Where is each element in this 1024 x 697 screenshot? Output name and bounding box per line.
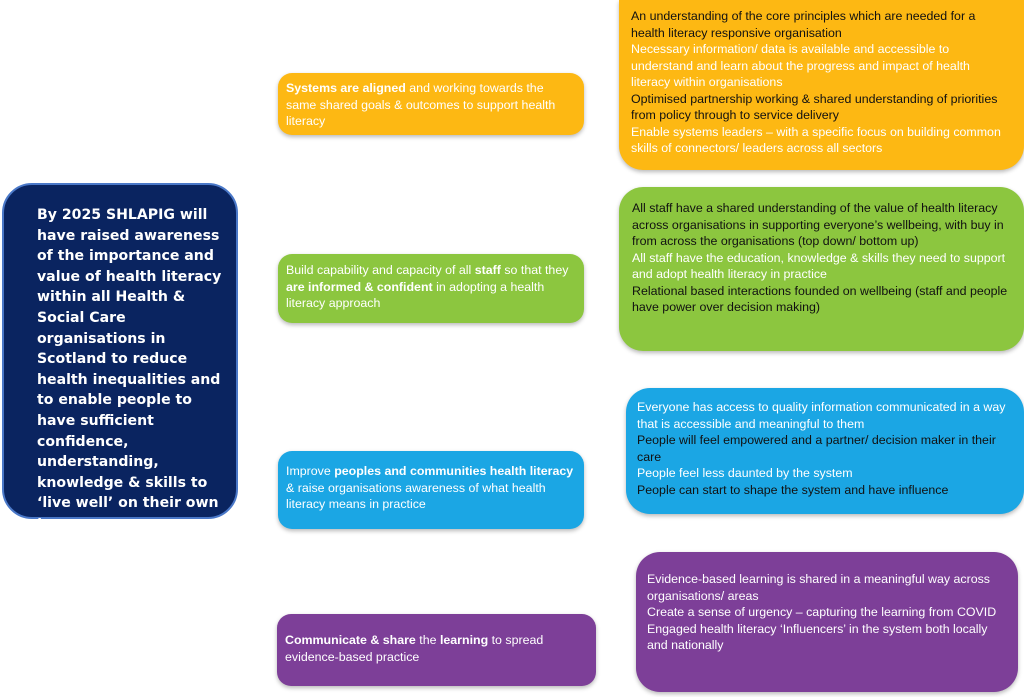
aim-rest: and working towards the same shared goals & outcomes to support health literacy xyxy=(286,81,556,128)
outcome-line: Necessary information/ data is available and accessible to understand and learn about the progress and impact of health literacy within organisations xyxy=(631,42,970,89)
aim-box-systems xyxy=(278,73,584,135)
aim-bold: learning xyxy=(439,633,489,647)
aim-box-people xyxy=(278,451,584,529)
aim-text xyxy=(286,262,576,312)
outcome-line: People will feel empowered and a partner/ decision maker in their care xyxy=(637,433,996,464)
aim-bold: are informed & confident xyxy=(286,279,433,294)
aim-mid: so that they xyxy=(500,263,569,277)
outcome-line: Relational based interactions founded on wellbeing (staff and people have power over decision making) xyxy=(632,283,1008,314)
aim-pre: Build capability and capacity of all xyxy=(286,263,475,277)
aim-pre: Improve xyxy=(286,464,335,478)
aim-bold: peoples and communities health literacy xyxy=(334,464,574,478)
outcome-box-people xyxy=(626,388,1024,514)
outcome-line: Enable systems leaders – with a specific focus on building common skills of connectors/ leaders across all sectors xyxy=(631,124,1001,155)
aim-bold: staff xyxy=(474,263,501,277)
outcome-line: All staff have the education, knowledge & skills they need to support and adopt health literacy in practice xyxy=(632,250,1006,281)
outcome-line: Engaged health literacy ‘Influencers’ in the system both locally and nationally xyxy=(647,621,988,652)
aim-bold: Systems are aligned xyxy=(286,81,406,95)
outcome-box-learning xyxy=(636,552,1018,692)
outcome-line: Create a sense of urgency – capturing the learning from COVID xyxy=(647,605,997,619)
outcome-line: All staff have a shared understanding of the value of health literacy across organisations in supporting everyone’s wellbeing, with buy in from across the organisations (top down/ bottom up) xyxy=(632,201,1004,248)
outcome-box-staff xyxy=(619,187,1024,351)
aim-text xyxy=(286,463,576,513)
aim-rest: & raise organisations awareness of what health literacy means in practice xyxy=(286,480,546,511)
outcome-line: Evidence-based learning is shared in a meaningful way across organisations/ areas xyxy=(647,572,990,603)
outcome-line: Everyone has access to quality information communicated in a way that is accessible and meaningful to them xyxy=(637,400,1006,431)
aim-bold: Communicate & share xyxy=(285,633,416,647)
aim-rest: to spread evidence-based practice xyxy=(285,633,544,664)
aim-rest: in adopting a health literacy approach xyxy=(286,279,545,310)
goal-text: By 2025 SHLAPIG will have raised awareness of the importance and value of health literacy within all Health & Social Care organisations in Scotland to reduce health inequalities and to enable people to have sufficient confidence, understanding, knowledge & skills to ‘live well’ on their own terms xyxy=(37,207,222,532)
aim-text xyxy=(285,632,588,665)
aim-mid: the xyxy=(415,633,440,647)
aim-box-learning xyxy=(277,614,596,686)
aim-text xyxy=(286,80,576,130)
outcome-box-systems xyxy=(619,0,1024,170)
outcome-line: People feel less daunted by the system xyxy=(637,466,853,480)
outcome-line: An understanding of the core principles which are needed for a health literacy responsive organisation xyxy=(631,9,976,40)
goal-box xyxy=(2,183,238,532)
outcome-line: Optimised partnership working & shared understanding of priorities from policy through to service delivery xyxy=(631,91,998,122)
aim-box-staff xyxy=(278,254,584,323)
outcome-line: People can start to shape the system and have influence xyxy=(637,482,949,497)
